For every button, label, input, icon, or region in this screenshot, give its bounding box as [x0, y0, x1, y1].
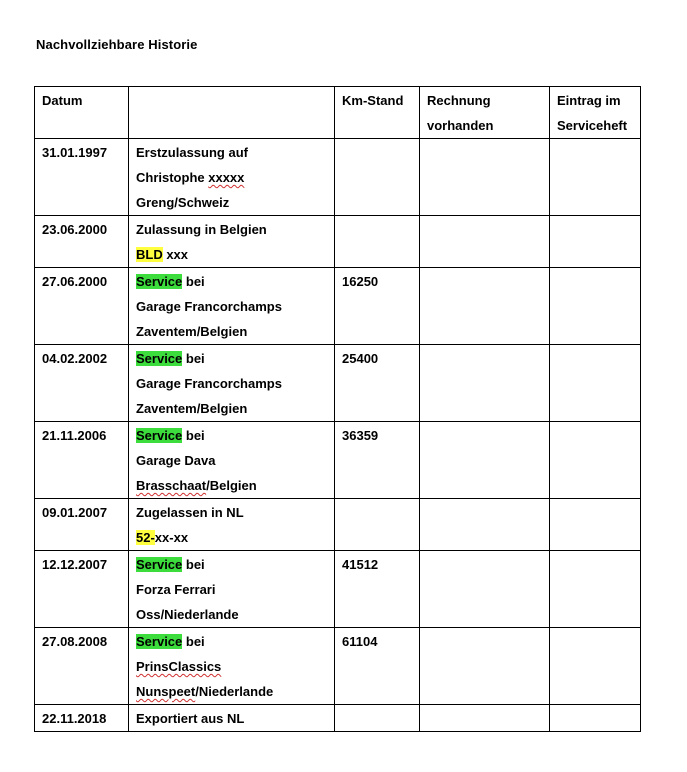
history-table	[34, 86, 641, 732]
cell-description	[129, 551, 335, 628]
text-segment: Greng/Schweiz	[136, 195, 230, 210]
cell-description	[129, 628, 335, 705]
cell-km	[335, 216, 420, 268]
highlight-yellow: 52-	[136, 530, 155, 545]
cell-invoice	[420, 628, 550, 705]
text-segment: xx-xx	[154, 530, 189, 545]
km-text: 61104	[342, 634, 378, 649]
text-segment: bei	[182, 351, 205, 366]
description-line	[136, 525, 327, 550]
table-row	[35, 268, 641, 345]
cell-servicebook	[550, 422, 641, 499]
km-text: 16250	[342, 274, 379, 289]
cell-servicebook	[550, 139, 641, 216]
table-row	[35, 551, 641, 628]
description-line	[136, 473, 327, 498]
text-segment: Erstzulassung auf	[136, 145, 248, 160]
cell-description	[129, 422, 335, 499]
description-line	[136, 396, 327, 421]
cell-date	[35, 551, 129, 628]
cell-servicebook	[550, 216, 641, 268]
description-line	[136, 602, 327, 627]
cell-date	[35, 422, 129, 499]
description-line	[136, 346, 327, 371]
description-line	[136, 319, 327, 344]
highlight-green: Service	[136, 634, 183, 649]
table-row	[35, 345, 641, 422]
description-line	[136, 269, 327, 294]
cell-km	[335, 551, 420, 628]
text-segment: Oss/Niederlande	[136, 607, 239, 622]
cell-description	[129, 499, 335, 551]
highlight-yellow: BLD	[136, 247, 163, 262]
cell-invoice	[420, 422, 550, 499]
cell-description	[129, 216, 335, 268]
cell-invoice	[420, 551, 550, 628]
header-description	[129, 87, 335, 139]
cell-servicebook	[550, 268, 641, 345]
description-line	[136, 679, 327, 704]
text-segment: Garage Francorchamps	[136, 376, 282, 391]
highlight-green: Service	[136, 557, 183, 572]
cell-invoice	[420, 705, 550, 732]
header-date: Datum	[35, 87, 129, 139]
cell-invoice	[420, 216, 550, 268]
cell-km	[335, 268, 420, 345]
date-text: 31.01.1997	[42, 145, 108, 160]
table-row	[35, 139, 641, 216]
cell-description	[129, 268, 335, 345]
header-km: Km-Stand	[335, 87, 420, 139]
description-line	[136, 140, 327, 165]
table-row	[35, 422, 641, 499]
cell-servicebook	[550, 705, 641, 732]
description-line	[136, 629, 327, 654]
text-segment: Brasschaat	[136, 478, 207, 493]
description-line	[136, 706, 327, 731]
text-segment: /Belgien	[206, 478, 257, 493]
highlight-green: Service	[136, 351, 183, 366]
cell-km	[335, 705, 420, 732]
header-servicebook: Eintrag im Serviceheft	[550, 87, 641, 139]
text-segment: xxxxx	[208, 170, 245, 185]
cell-date	[35, 268, 129, 345]
description-line	[136, 217, 327, 242]
table-row	[35, 499, 641, 551]
text-segment: bei	[182, 428, 205, 443]
table-row	[35, 705, 641, 732]
cell-invoice	[420, 268, 550, 345]
highlight-green: Service	[136, 428, 183, 443]
description-line	[136, 500, 327, 525]
cell-km	[335, 628, 420, 705]
description-line	[136, 577, 327, 602]
cell-date	[35, 139, 129, 216]
text-segment: xxx	[162, 247, 189, 262]
cell-servicebook	[550, 499, 641, 551]
description-line	[136, 242, 327, 267]
description-line	[136, 654, 327, 679]
description-line	[136, 371, 327, 396]
text-segment: Nunspeet	[136, 684, 196, 699]
cell-km	[335, 422, 420, 499]
cell-date	[35, 345, 129, 422]
km-text: 36359	[342, 428, 379, 443]
description-line	[136, 423, 327, 448]
cell-km	[335, 345, 420, 422]
document-title: Nachvollziehbare Historie	[36, 37, 198, 52]
cell-date	[35, 216, 129, 268]
cell-servicebook	[550, 628, 641, 705]
description-line	[136, 552, 327, 577]
date-text: 09.01.2007	[42, 505, 108, 520]
cell-date	[35, 628, 129, 705]
cell-invoice	[420, 345, 550, 422]
header-invoice: Rechnung vorhanden	[420, 87, 550, 139]
cell-km	[335, 499, 420, 551]
description-line	[136, 448, 327, 473]
date-text: 27.08.2008	[42, 634, 108, 649]
cell-invoice	[420, 499, 550, 551]
cell-servicebook	[550, 551, 641, 628]
text-segment: Zaventem/Belgien	[136, 324, 248, 339]
table-header-row	[35, 87, 641, 139]
date-text: 12.12.2007	[42, 557, 108, 572]
date-text: 04.02.2002	[42, 351, 108, 366]
description-line	[136, 190, 327, 215]
table-row	[35, 628, 641, 705]
text-segment: Garage Dava	[136, 453, 216, 468]
description-line	[136, 294, 327, 319]
cell-km	[335, 139, 420, 216]
text-segment: Christophe	[136, 170, 209, 185]
km-text: 41512	[342, 557, 379, 572]
cell-invoice	[420, 139, 550, 216]
cell-date	[35, 705, 129, 732]
table-row	[35, 216, 641, 268]
date-text: 27.06.2000	[42, 274, 108, 289]
km-text: 25400	[342, 351, 379, 366]
text-segment: Zugelassen in NL	[136, 505, 244, 520]
text-segment: Zaventem/Belgien	[136, 401, 248, 416]
cell-date	[35, 499, 129, 551]
cell-description	[129, 705, 335, 732]
date-text: 22.11.2018	[42, 711, 107, 726]
highlight-green: Service	[136, 274, 183, 289]
text-segment: Forza Ferrari	[136, 582, 216, 597]
text-segment: /Niederlande	[195, 684, 274, 699]
date-text: 23.06.2000	[42, 222, 108, 237]
text-segment: bei	[182, 634, 205, 649]
text-segment: PrinsClassics	[136, 659, 222, 674]
text-segment: Zulassung in Belgien	[136, 222, 267, 237]
cell-description	[129, 139, 335, 216]
cell-description	[129, 345, 335, 422]
description-line	[136, 165, 327, 190]
text-segment: bei	[182, 274, 205, 289]
date-text: 21.11.2006	[42, 428, 107, 443]
text-segment: Garage Francorchamps	[136, 299, 282, 314]
text-segment: bei	[182, 557, 205, 572]
cell-servicebook	[550, 345, 641, 422]
text-segment: Exportiert aus NL	[136, 711, 245, 726]
